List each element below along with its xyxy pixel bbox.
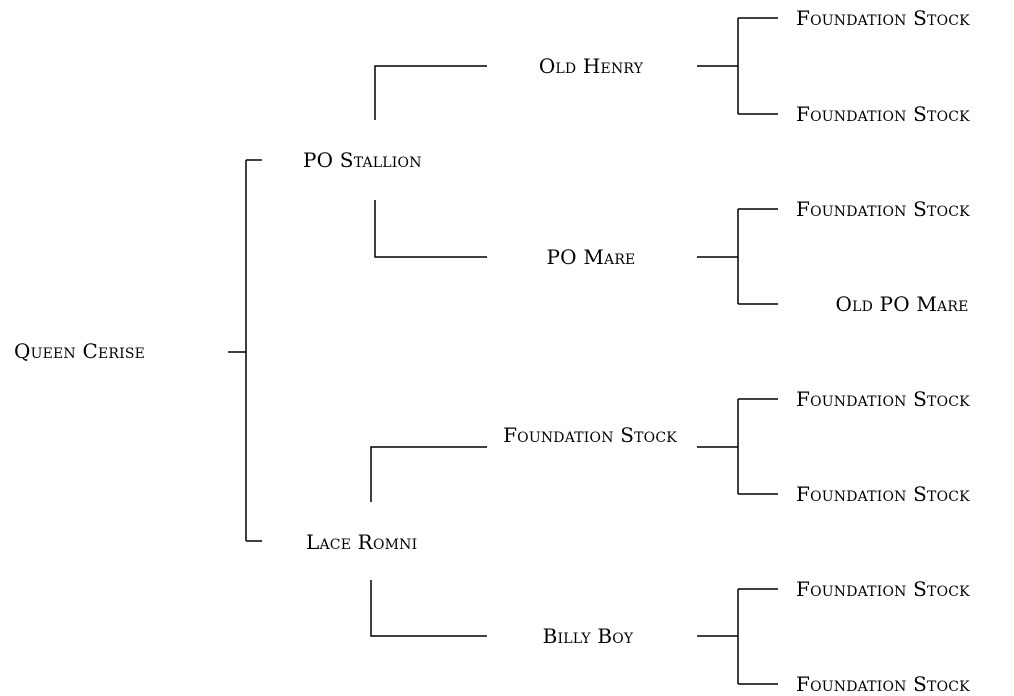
gg-1-name: Foundation Stock bbox=[796, 6, 970, 30]
connector-gg-3-4 bbox=[697, 209, 778, 304]
connector-dam-to-dam-sire bbox=[371, 447, 487, 502]
sire-name: PO Stallion bbox=[303, 148, 422, 172]
connector-sire-to-sire-sire bbox=[375, 66, 487, 120]
connector-gg-5-6 bbox=[697, 399, 778, 494]
gg-8-name: Foundation Stock bbox=[796, 672, 970, 696]
gg-4-name: Old PO Mare bbox=[835, 292, 969, 316]
gg-2-name: Foundation Stock bbox=[796, 102, 970, 126]
gg-7-name: Foundation Stock bbox=[796, 577, 970, 601]
connector-dam-to-dam-dam bbox=[371, 580, 487, 636]
subject-name: Queen Cerise bbox=[14, 339, 146, 363]
connector-gg-7-8 bbox=[697, 589, 778, 684]
sire-dam-name: PO Mare bbox=[546, 245, 636, 269]
gg-3-name: Foundation Stock bbox=[796, 197, 970, 221]
dam-name: Lace Romni bbox=[306, 530, 418, 554]
sire-sire-name: Old Henry bbox=[538, 54, 644, 78]
gg-5-name: Foundation Stock bbox=[796, 387, 970, 411]
gg-6-name: Foundation Stock bbox=[796, 482, 970, 506]
dam-dam-name: Billy Boy bbox=[542, 624, 634, 648]
dam-sire-name: Foundation Stock bbox=[503, 423, 677, 447]
connector-gg-1-2 bbox=[697, 18, 778, 114]
connector-subject bbox=[228, 160, 262, 541]
connector-sire-to-sire-dam bbox=[375, 200, 487, 257]
